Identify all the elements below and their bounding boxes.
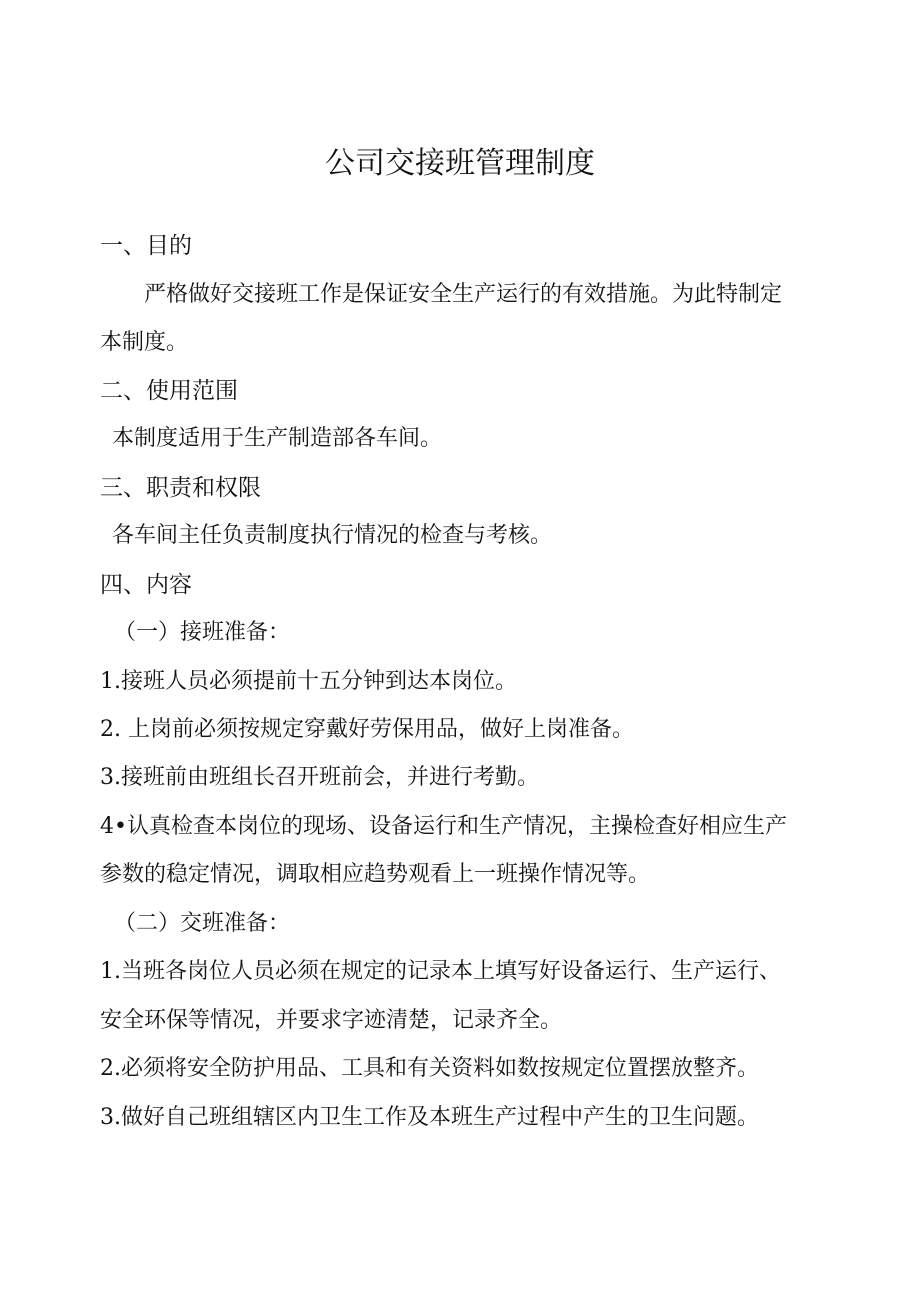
subsection-title-handover-give: （二）交班准备： bbox=[114, 911, 291, 936]
receive-item-4-line2: 参数的稳定情况，调取相应趋势观看上一班操作情况等。 bbox=[100, 862, 651, 887]
section-heading-purpose: 一、目的 bbox=[100, 233, 192, 259]
receive-item-2: 2. 上岗前必须按规定穿戴好劳保用品，做好上岗准备。 bbox=[100, 717, 634, 742]
duties-text: 各车间主任负责制度执行情况的检查与考核。 bbox=[112, 523, 553, 548]
receive-item-1: 1.接班人员必须提前十五分钟到达本岗位。 bbox=[100, 669, 517, 694]
scope-text: 本制度适用于生产制造部各车间。 bbox=[112, 426, 443, 451]
give-item-1-line2: 安全环保等情况，并要求字迹清楚，记录齐全。 bbox=[100, 1008, 563, 1033]
give-item-2: 2.必须将安全防护用品、工具和有关资料如数按规定位置摆放整齐。 bbox=[100, 1056, 759, 1081]
section-heading-duties: 三、职责和权限 bbox=[100, 475, 261, 501]
section-heading-scope: 二、使用范围 bbox=[100, 378, 238, 404]
section-heading-content: 四、内容 bbox=[100, 572, 192, 598]
document-title: 公司交接班管理制度 bbox=[325, 146, 595, 181]
give-item-1-line1: 1.当班各岗位人员必须在规定的记录本上填写好设备运行、生产运行、 bbox=[100, 959, 781, 984]
purpose-text-line1: 严格做好交接班工作是保证安全生产运行的有效措施。为此特制定 bbox=[144, 282, 783, 307]
receive-item-4-line1: 4•认真检查本岗位的现场、设备运行和生产情况，主操检查好相应生产 bbox=[100, 814, 787, 839]
receive-item-3: 3.接班前由班组长召开班前会，并进行考勤。 bbox=[100, 765, 539, 790]
give-item-3: 3.做好自己班组辖区内卫生工作及本班生产过程中产生的卫生问题。 bbox=[100, 1105, 759, 1130]
subsection-title-handover-receive: （一）接班准备： bbox=[114, 620, 291, 645]
purpose-text-line2: 本制度。 bbox=[100, 330, 189, 355]
